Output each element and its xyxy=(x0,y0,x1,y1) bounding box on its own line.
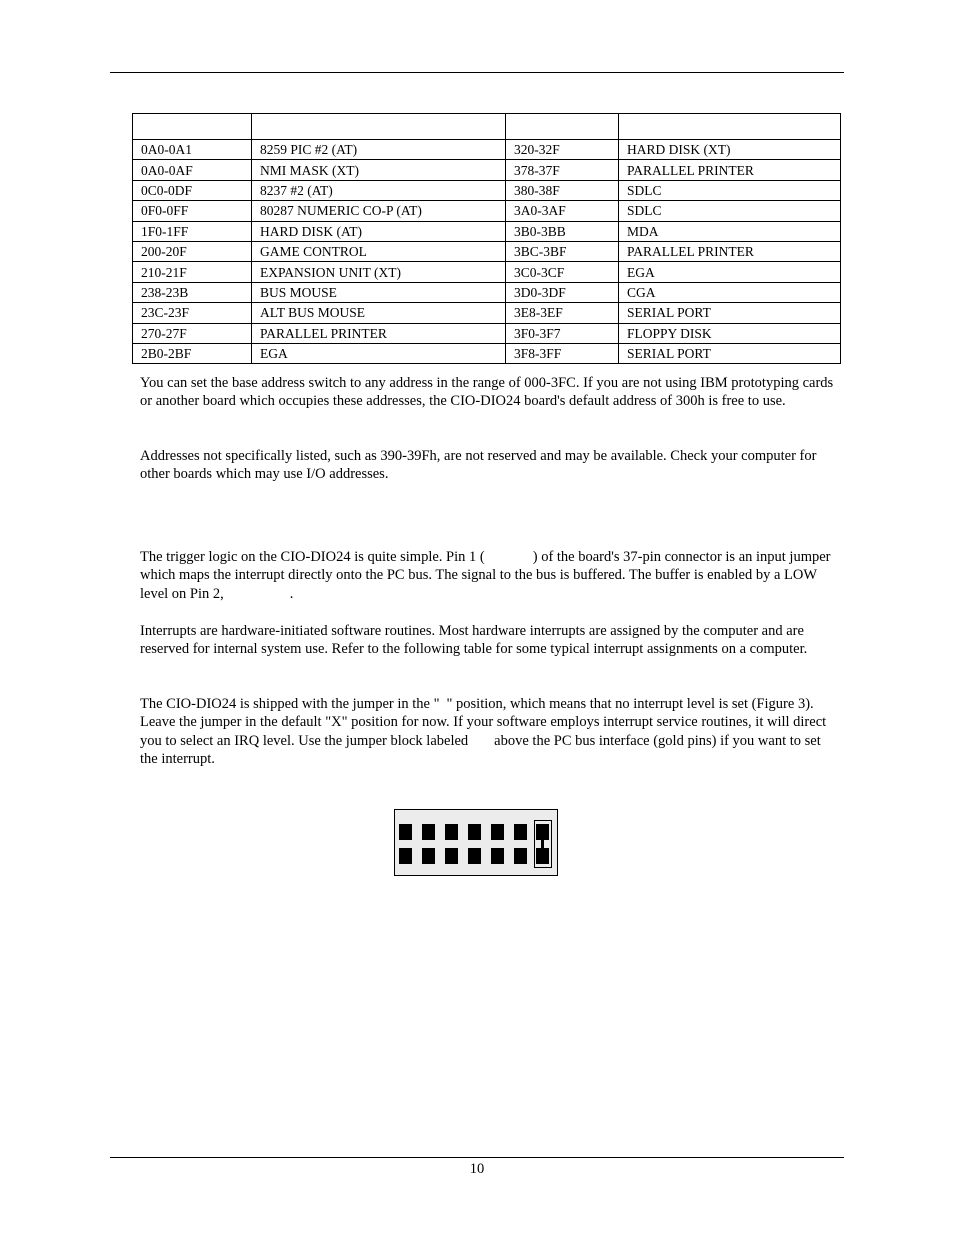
jumper-pin xyxy=(491,824,504,840)
table-cell: 210-21F xyxy=(133,262,252,282)
table-cell: 0F0-0FF xyxy=(133,201,252,221)
table-cell: 80287 NUMERIC CO-P (AT) xyxy=(252,201,506,221)
table-cell: HARD DISK (XT) xyxy=(619,140,841,160)
jumper-pin xyxy=(468,848,481,864)
jumper-pin xyxy=(445,824,458,840)
jumper-pin xyxy=(422,848,435,864)
table-cell: MDA xyxy=(619,221,841,241)
jumper-pin xyxy=(468,824,481,840)
table-row xyxy=(133,241,841,261)
jumper-default-paragraph xyxy=(140,695,840,768)
trigger-text-part: . xyxy=(289,585,294,602)
irq-jumper-block xyxy=(394,809,558,876)
table-header-cell xyxy=(506,114,619,140)
table-cell: SDLC xyxy=(619,180,841,200)
table-cell: 200-20F xyxy=(133,241,252,261)
table-cell: 1F0-1FF xyxy=(133,221,252,241)
trigger-text-part: ) of the board's 37-pin connector is an input jumper which maps the interrupt directly onto the PC bus. The signal to the bus is buffered. The buffer is enabled by a LOW level on Pin 2, xyxy=(140,549,831,602)
table-cell: 238-23B xyxy=(133,282,252,302)
table-cell: HARD DISK (AT) xyxy=(252,221,506,241)
table-cell: 380-38F xyxy=(506,180,619,200)
table-cell: 23C-23F xyxy=(133,303,252,323)
jumper-shunt xyxy=(534,820,552,868)
table-cell: 378-37F xyxy=(506,160,619,180)
table-row xyxy=(133,303,841,323)
jumper-pin xyxy=(491,848,504,864)
table-cell: 0A0-0AF xyxy=(133,160,252,180)
table-cell: 8237 #2 (AT) xyxy=(252,180,506,200)
table-header-cell xyxy=(133,114,252,140)
table-cell: NMI MASK (XT) xyxy=(252,160,506,180)
table-cell: FLOPPY DISK xyxy=(619,323,841,343)
table-cell: 0C0-0DF xyxy=(133,180,252,200)
trigger-logic-paragraph xyxy=(140,548,840,603)
table-cell: BUS MOUSE xyxy=(252,282,506,302)
table-row xyxy=(133,343,841,363)
table-cell: 3BC-3BF xyxy=(506,241,619,261)
table-row xyxy=(133,201,841,221)
table-cell: CGA xyxy=(619,282,841,302)
table-cell: SERIAL PORT xyxy=(619,343,841,363)
table-row xyxy=(133,262,841,282)
table-cell: SERIAL PORT xyxy=(619,303,841,323)
table-cell: 3A0-3AF xyxy=(506,201,619,221)
table-cell: EGA xyxy=(252,343,506,363)
table-cell: GAME CONTROL xyxy=(252,241,506,261)
interrupts-paragraph: Interrupts are hardware-initiated software routines. Most hardware interrupts are assigned by the computer and are reserved for internal system use. Refer to the following table for some typical interrupt assignments on a computer. xyxy=(140,623,808,658)
table-cell: 3D0-3DF xyxy=(506,282,619,302)
jumper-pin xyxy=(445,848,458,864)
header-rule xyxy=(110,72,844,73)
table-cell: 3F0-3F7 xyxy=(506,323,619,343)
table-row xyxy=(133,282,841,302)
table-row xyxy=(133,221,841,241)
jumper-text-part: above the PC bus interface (gold pins) if you want to set the interrupt. xyxy=(140,732,821,767)
table-cell: PARALLEL PRINTER xyxy=(619,160,841,180)
table-cell: 0A0-0A1 xyxy=(133,140,252,160)
table-row xyxy=(133,323,841,343)
page-number: 10 xyxy=(469,1161,485,1177)
footer-rule xyxy=(110,1157,844,1158)
io-address-table xyxy=(132,113,841,364)
jumper-pin xyxy=(399,824,412,840)
table-cell: 3E8-3EF xyxy=(506,303,619,323)
table-cell: 2B0-2BF xyxy=(133,343,252,363)
table-cell: ALT BUS MOUSE xyxy=(252,303,506,323)
jumper-pin xyxy=(536,848,549,864)
jumper-text-part: The CIO-DIO24 is shipped with the jumper in the " xyxy=(140,696,440,712)
jumper-pin xyxy=(514,824,527,840)
table-cell: EXPANSION UNIT (XT) xyxy=(252,262,506,282)
unlisted-addresses-paragraph: Addresses not specifically listed, such as 390-39Fh, are not reserved and may be available. Check your computer for other boards which may use I/O addresses. xyxy=(140,448,817,483)
table-cell: SDLC xyxy=(619,201,841,221)
table-cell: 3F8-3FF xyxy=(506,343,619,363)
table-cell: 320-32F xyxy=(506,140,619,160)
table-header-cell xyxy=(252,114,506,140)
table-cell: PARALLEL PRINTER xyxy=(619,241,841,261)
table-cell: PARALLEL PRINTER xyxy=(252,323,506,343)
table-row xyxy=(133,180,841,200)
table-cell: 3C0-3CF xyxy=(506,262,619,282)
table-row xyxy=(133,160,841,180)
base-address-paragraph: You can set the base address switch to any address in the range of 000-3FC. If you are not using IBM prototyping cards or another board which occupies these addresses, the CIO-DIO24 board's default address of 300h is free to use. xyxy=(140,375,834,410)
table-cell: EGA xyxy=(619,262,841,282)
table-cell: 270-27F xyxy=(133,323,252,343)
jumper-shunt-bridge xyxy=(541,839,544,848)
table-header-cell xyxy=(619,114,841,140)
jumper-pin xyxy=(536,824,549,840)
table-cell: 3B0-3BB xyxy=(506,221,619,241)
table-cell: 8259 PIC #2 (AT) xyxy=(252,140,506,160)
table-row xyxy=(133,140,841,160)
trigger-text-part: The trigger logic on the CIO-DIO24 is quite simple. Pin 1 ( xyxy=(140,549,485,565)
table-header-row xyxy=(133,114,841,140)
jumper-pin xyxy=(399,848,412,864)
jumper-pin xyxy=(422,824,435,840)
jumper-text-part: " position, which means that no interrupt level is set (Figure 3). Leave the jumper in the default "X" position for now. If your software employs interrupt service routines, it will direct you to select an IRQ level. Use the jumper block labeled xyxy=(140,696,827,749)
jumper-pin xyxy=(514,848,527,864)
